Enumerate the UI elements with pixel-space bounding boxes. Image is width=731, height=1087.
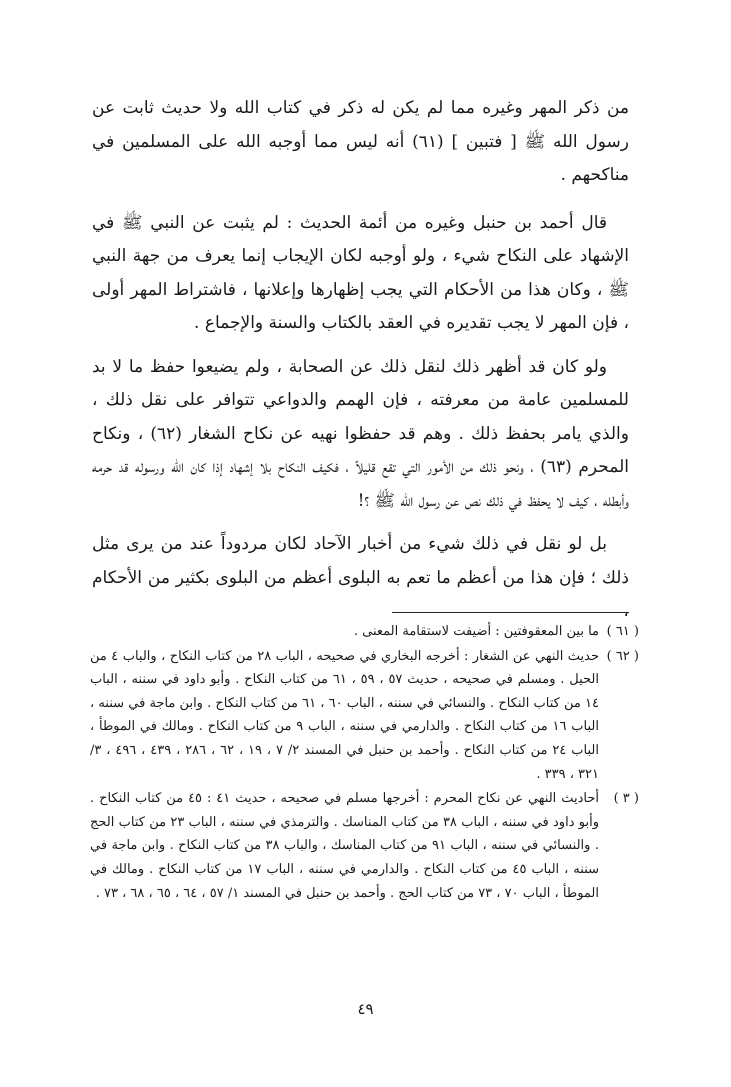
paragraph-1: من ذكر المهر وغيره مما لم يكن له ذكر في كتاب الله ولا حديث ثابت عن رسول الله ﷺ [ فتبين ] (٦١) أنه ليس مما أوجبه الله على المسلمين في مناكحهم . xyxy=(92,98,630,185)
page-number: ٤٩ xyxy=(357,1000,374,1018)
paragraph-2: قال أحمد بن حنبل وغيره من أئمة الحديث : لم يثبت عن النبي ﷺ في الإشهاد على النكاح شيء ، ولو أوجبه لكان الإيجاب إنما يعرف من جهة النبي ﷺ ، وكان هذا من الأحكام التي يجب إظهارها وإعلانها ، فاشتراط المهر أولى ، فإن المهر لا يجب تقديره في العقد بالكتاب والسنة والإجماع . xyxy=(92,212,629,333)
footnote-61 xyxy=(90,620,639,644)
main-text xyxy=(92,92,629,639)
footnote-62 xyxy=(90,645,639,787)
footnote-number: ( ٦١ ) xyxy=(606,624,639,639)
footnote-divider xyxy=(392,612,629,613)
paragraph-3: ولو كان قد أظهر ذلك لنقل ذلك عن الصحابة ، ولم يضيعوا حفظ ما لا بد للمسلمين عامة من معرفته ، فإن الهمم والدواعي تتوافر على نقل ذلك ، والذي يامر بحفظ ذلك . وهم قد حفظوا نهيه عن نكاح الشغار (٦٢) ، ونكاح المحرم (٦٣) ، ونحو ذلك من الأمور التي تقع قليلاً ، فكيف النكاح بلا إشهاد إذا كان الله ورسوله قد حرمه وأبطله ، كيف لا يحفظ في ذلك نص عن رسول الله ﷺ ؟! xyxy=(92,356,629,511)
footnote-text: ما بين المعقوفتين : أضيفت لاستقامة المعنى . xyxy=(353,624,599,639)
paragraph-4: بل لو نقل في ذلك شيء من أخبار الآحاد لكان مردوداً عند من يرى مثل ذلك ؛ فإن هذا من أعظم ما تعم به البلوى أعظم من البلوى بكثير من الأحكام ، xyxy=(92,534,629,621)
footnote-number: ( ٣ ) xyxy=(613,791,639,807)
footnote-text: حديث النهي عن الشغار : أخرجه البخاري في صحيحه ، الباب ٢٨ من كتاب النكاح ، والباب ٤ من الحيل . ومسلم في صحيحه ، حديث ٥٧ ، ٥٩ ، ٦١ من كتاب النكاح . وأبو داود في سننه ، الباب ١٤ من كتاب النكاح . والنسائي في سننه ، الباب ٦٠ ، ٦١ من كتاب النكاح . وابن ماجة في سننه ، الباب ١٦ من كتاب النكاح . والدارمي في سننه ، الباب ٩ من كتاب النكاح . ومالك في الموطأ ، الباب ٢٤ من كتاب النكاح . وأحمد بن حنبل في المسند ٢/ ٧ ، ١٩ ، ٦٢ ، ٢٨٦ ، ٤٣٩ ، ٤٩٦ ، ٣/ ٣٢١ ، ٣٣٩ . xyxy=(90,648,599,782)
footnote-number: ( ٦٢ ) xyxy=(606,648,639,664)
footnote-63 xyxy=(90,787,639,905)
footnote-text: أحاديث النهي عن نكاح المحرم : أخرجها مسلم في صحيحه ، حديث ٤١ : ٤٥ من كتاب النكاح . وأبو داود في سننه ، الباب ٣٨ من كتاب المناسك . والترمذي في سننه ، الباب ٢٣ من كتاب الحج . والنسائي في سننه ، الباب ٩١ من كتاب المناسك ، والباب ٣٨ من كتاب النكاح . وابن ماجة في سننه ، الباب ٤٥ من كتاب النكاح . والدارمي في سننه ، الباب ١٧ من كتاب النكاح . ومالك في الموطأ ، الباب ٧٠ ، ٧٣ من كتاب الحج . وأحمد بن حنبل في المسند ١/ ٥٧ ، ٦٤ ، ٦٥ ، ٦٨ ، ٧٣ . xyxy=(90,791,600,901)
footnotes xyxy=(90,620,639,906)
